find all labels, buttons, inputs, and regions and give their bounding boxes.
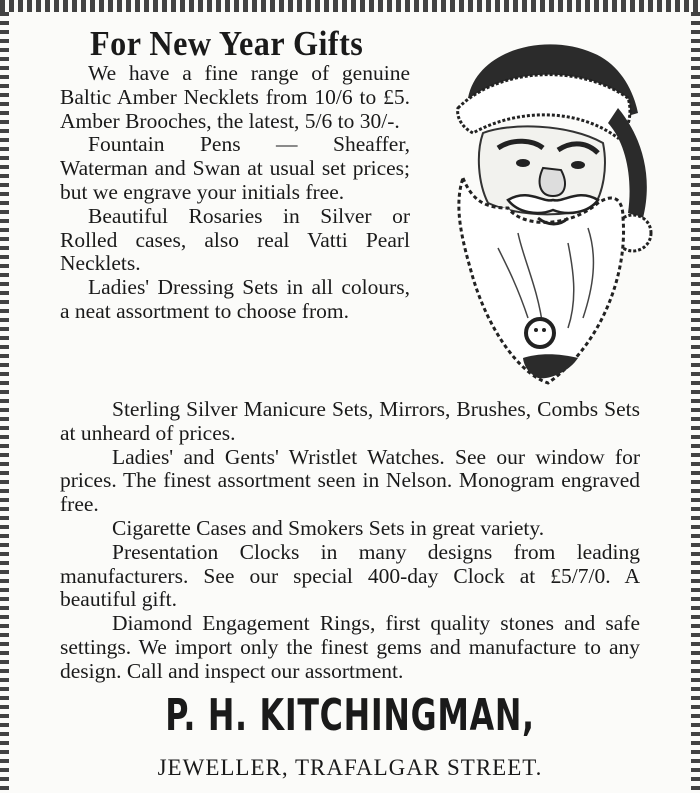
paragraph-dressing-sets: Ladies' Dressing Sets in all colours, a neat assortment to choose from. bbox=[60, 275, 410, 323]
paragraph-clocks: Presentation Clocks in many designs from leading manufacturers. See our special 400-day Clock at £5/7/0. A beautiful gift. bbox=[60, 539, 640, 612]
business-name: P. H. KITCHINGMAN, bbox=[165, 690, 535, 741]
santa-claus-illustration bbox=[428, 28, 660, 393]
paragraph-amber: We have a fine range of genuine Baltic Amber Necklets from 10/6 to £5. Amber Brooches, the latest, 5/6 to 30/-. bbox=[60, 61, 410, 133]
paragraph-fountain-pens: Fountain Pens — Sheaffer, Waterman and Swan at usual set prices; but we engrave your initials free. bbox=[60, 132, 410, 204]
business-address: JEWELLER, TRAFALGAR STREET. bbox=[157, 755, 543, 780]
full-width-column bbox=[60, 398, 640, 684]
headline: For New Year Gifts bbox=[90, 24, 364, 63]
left-column bbox=[60, 62, 410, 324]
paragraph-watches: Ladies' and Gents' Wristlet Watches. See our window for prices. The finest assortment seen in Nelson. Monogram engraved free. bbox=[60, 444, 640, 517]
paragraph-engagement-rings: Diamond Engagement Rings, first quality stones and safe settings. We import only the finest gems and manufacture to any design. Call and inspect our assortment. bbox=[60, 611, 640, 683]
dotted-border-top bbox=[0, 0, 700, 12]
paragraph-manicure-sets: Sterling Silver Manicure Sets, Mirrors, Brushes, Combs Sets at unheard of prices. bbox=[60, 397, 640, 445]
dotted-border-left bbox=[0, 12, 9, 793]
paragraph-cigarette-cases: Cigarette Cases and Smokers Sets in great variety. bbox=[112, 515, 545, 540]
dotted-border-right bbox=[691, 12, 700, 793]
paragraph-rosaries: Beautiful Rosaries in Silver or Rolled cases, also real Vatti Pearl Necklets. bbox=[60, 203, 410, 276]
